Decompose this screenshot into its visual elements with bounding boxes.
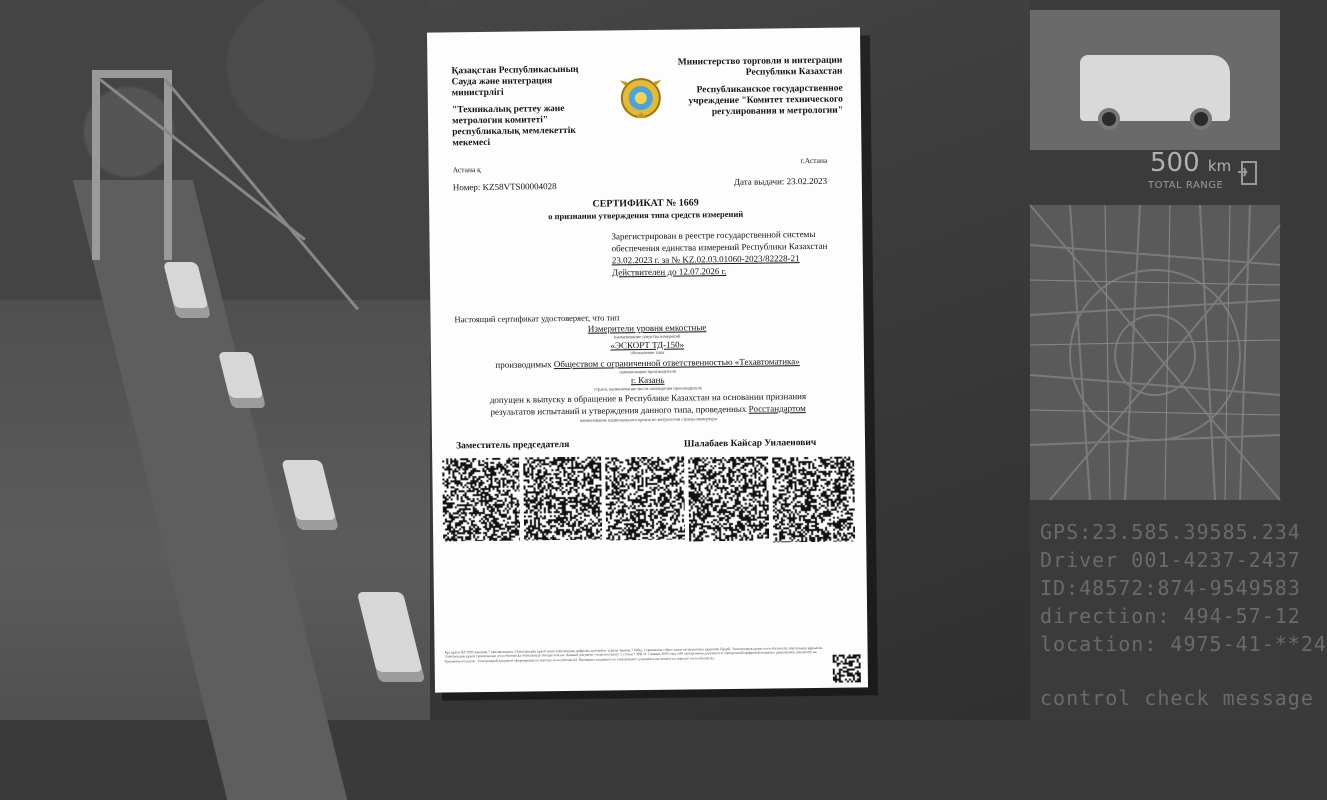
manufacturer-prefix: производимых xyxy=(495,359,552,370)
footer-legal-note: Бұл құжат ҚР 2003 жылдың 7 қаңтарындағы «Электрондық құжат және электрондық цифрлық қолтаңба» туралы заңның 7 бабы, 1 тармағына сәйкес қағаз тасығыштағы құжатпен бірдей. Электрондық құжат www.elicense.kz порталында құрылған. Электрондық құжат түпнұсқасын www.elicense.kz порталында тексере аласыз. Данный документ согласно пункту 1 статьи 7 ЗРК от 7 января 2003 года «Об электронном документе и электронной цифровой подписи» равнозначен документу на бумажном носителе. Электронный документ сформирован на портале www.elicense.kz. Проверить подлинность электронного документа вы можете на портале www.elicense.kz. xyxy=(444,645,824,664)
header-right xyxy=(672,56,843,119)
signature-code-3 xyxy=(605,457,685,541)
signature-code-5 xyxy=(772,456,855,542)
wheel-icon xyxy=(1098,108,1120,130)
wheel-icon xyxy=(1190,108,1212,130)
certificate-number: Номер: KZ58VTS00004028 xyxy=(452,181,557,193)
manufacturer-name: Обществом с ограниченной ответственностью «Техавтоматика» xyxy=(553,356,800,370)
telemetry-location: location: 4975-41-**24 xyxy=(1040,632,1327,656)
admitted-prefix: результатов испытаний и утверждения данного типа, проведенных xyxy=(490,403,747,417)
signature-code-1 xyxy=(442,458,520,542)
telemetry-direction: direction: 494-57-12 xyxy=(1040,604,1301,628)
range-label: TOTAL RANGE xyxy=(1148,180,1224,191)
instrument-name: Измерители уровня емкостные xyxy=(587,322,707,334)
committee-kz: "Техникалық реттеу және метрология комитеті" республикалық мемлекеттік мекемесі xyxy=(451,103,576,149)
issue-date: Дата выдачи: 23.02.2023 xyxy=(733,175,828,187)
designation-caption: обозначение типа xyxy=(630,349,665,356)
committee-ru: Республиканское государственное учреждение "Комитет технического регулирования и метрологии" xyxy=(688,83,844,118)
certifies-text: Настоящий сертификат удостоверяет, что тип xyxy=(454,312,620,325)
range-readout xyxy=(1150,148,1231,178)
certificate-title: СЕРТИФИКАТ № 1669 xyxy=(592,197,699,210)
city-map xyxy=(1030,205,1280,500)
admitted-authority: Росстандартом xyxy=(748,403,806,414)
registry-validity: Действителен до 12.07.2026 г. xyxy=(611,266,727,278)
range-unit: km xyxy=(1207,157,1232,175)
manufacturer-city: г. Казань xyxy=(630,374,665,386)
map-streets xyxy=(1030,205,1280,500)
registry-text: Зарегистрирован в реестре государственной системы обеспечения единства измерений Республики Казахстан xyxy=(611,228,828,254)
header-left xyxy=(451,65,602,150)
signer-title: Заместитель председателя xyxy=(455,439,570,452)
bridge-tower xyxy=(92,70,172,260)
city-ru: г.Астана xyxy=(800,155,828,166)
telemetry-driver: Driver 001-4237-2437 xyxy=(1040,548,1301,572)
charging-icon xyxy=(1236,158,1260,186)
telemetry-gps: GPS:23.585.39585.234 xyxy=(1040,520,1301,544)
state-emblem-icon xyxy=(618,74,665,123)
city-kz: Астана қ xyxy=(452,165,481,175)
city-caption: страна, наименование места нахождения производителя xyxy=(593,385,702,392)
ministry-ru: Министерство торговли и интеграции Республики Казахстан xyxy=(677,55,843,78)
signer-name: Шалабаев Кайсар Уилаенович xyxy=(683,437,817,450)
certificate-subtitle: о признании утверждения типа средств измерений xyxy=(548,208,744,222)
org-kz: Қазақстан Республикасының Сауда және интеграция министрлігі xyxy=(451,64,579,99)
signature-code-2 xyxy=(523,457,602,541)
authority-caption: наименование национального органа по метрологии страны-импортера xyxy=(579,416,717,423)
qr-code[interactable] xyxy=(833,654,861,682)
admitted-line-1: допущен к выпуску в обращение в Республике Казахстан на основании признания xyxy=(489,391,807,405)
range-value: 500 xyxy=(1150,148,1200,178)
certificate-document xyxy=(427,27,868,692)
telemetry-id: ID:48572:874-9549583 xyxy=(1040,576,1301,600)
manufacturer-caption: наименование производителя xyxy=(619,368,676,375)
instrument-caption: наименование средства измерений xyxy=(613,333,681,340)
registry-block xyxy=(611,228,842,279)
signature-code-4 xyxy=(688,457,769,542)
designation: «ЭСКОРТ ТД-150» xyxy=(610,339,685,351)
registry-number: 23.02.2023 г. за № KZ.02.03.01060-2023/82228-21 xyxy=(611,253,800,266)
telemetry-message: control check message xyxy=(1040,686,1314,710)
